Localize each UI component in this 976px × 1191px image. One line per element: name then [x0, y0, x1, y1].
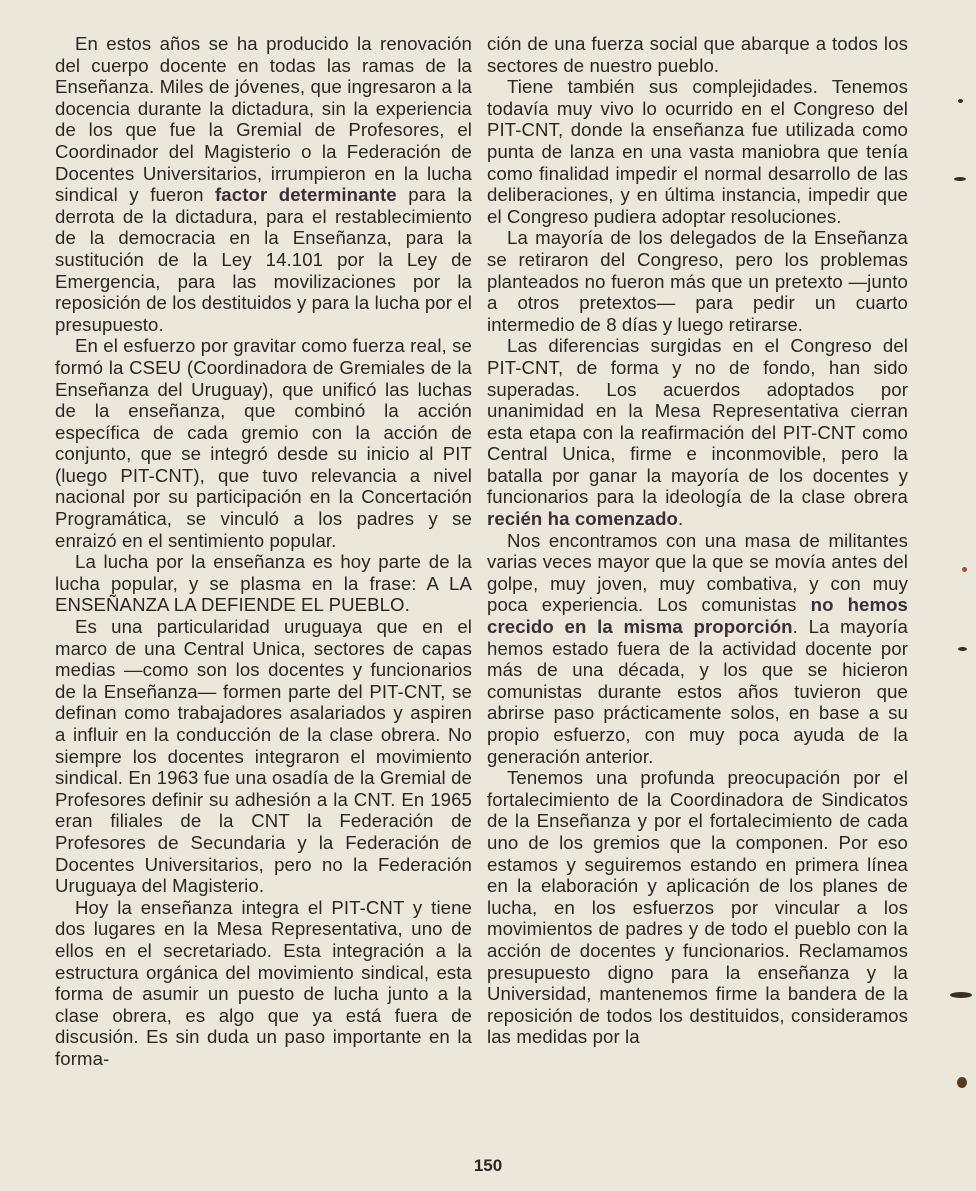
text-run: Hoy la enseñanza integra el PIT-CNT y tiene dos lugares en la Mesa Representativa, uno de ellos en el secretariado. Esta integración a la estructura orgánica del movimiento sindical, esta forma de asumir un puesto de lucha junto a la clase obrera, es algo que ya está fuera de discusión. Es sin duda un paso importante en la forma- — [55, 896, 472, 1069]
paragraph — [55, 616, 472, 897]
text-run: Es una particularidad uruguaya que en el marco de una Central Unica, sectores de capas medias —como son los docentes y funcionarios de la Enseñanza— formen parte del PIT-CNT, se definan como trabajadores asalariados y aspiren a influir en la conducción de la clase obrera. No siempre los docentes integraron el movimiento sindical. En 1963 fue una osadía de la Gremial de Profesores definir su adhesión a la CNT. En 1965 eran filiales de la CNT la Federación de Profesores de Secundaria y la Federación de Docentes Universitarios, pero no la Federación Uruguaya del Magisterio. — [55, 616, 472, 897]
paragraph — [487, 33, 908, 76]
ink-speck — [958, 647, 967, 651]
paragraph — [487, 76, 908, 227]
paragraph — [487, 227, 908, 335]
paragraph — [487, 530, 908, 768]
ink-speck — [954, 177, 966, 181]
page-number: 150 — [473, 1156, 503, 1175]
text-run: Tiene también sus complejidades. Tenemos todavía muy vivo lo ocurrido en el Congreso del PIT-CNT, donde la enseñanza fue utilizada como punta de lanza en una vasta maniobra que tenía como finalidad impedir el normal desarrollo de las deliberaciones, y en última instancia, impedir que el Congreso pudiera adoptar resoluciones. — [487, 76, 908, 227]
ink-speck — [950, 992, 972, 998]
paragraph — [55, 335, 472, 551]
right-column — [487, 33, 908, 1048]
text-run: Las diferencias surgidas en el Congreso del PIT-CNT, de forma y no de fondo, han sido superadas. Los acuerdos adoptados por unanimidad en la Mesa Representativa cierran esta etapa con la reafirmación del PIT-CNT como Central Unica, firme e inconmovible, pero la batalla por ganar la mayoría de los docentes y funcionarios para la ideología de la clase obrera — [487, 335, 908, 508]
text-run: La lucha por la enseñanza es hoy parte de la lucha popular, y se plasma en la frase: A LA ENSEÑANZA LA DEFIENDE EL PUEBLO. — [55, 551, 472, 616]
ink-speck — [962, 567, 967, 572]
emphasized-text: no hemos crecido en la misma proporción — [487, 594, 908, 638]
text-run: Tenemos una profunda preocupación por el fortalecimiento de la Coordinadora de Sindicatos de la Enseñanza y por el fortalecimiento de cada uno de los gremios que la componen. Por eso estamos y seguiremos estando en primera línea en la elaboración y aplicación de los planes de lucha, en los esfuerzos por vincular a los movimientos de padres y de todo el pueblo con la acción de docentes y funcionarios. Reclamamos presupuesto digno para la enseñanza y la Universidad, mantenemos firme la bandera de la reposición de todos los destituidos, consideramos las medidas por la — [487, 767, 908, 1048]
text-run: La mayoría de los delegados de la Enseñanza se retiraron del Congreso, pero los problemas planteados no fueron más que un pretexto —junto a otros pretextos— para pedir un cuarto intermedio de 8 días y luego retirarse. — [487, 227, 908, 335]
text-run: . La mayoría hemos estado fuera de la actividad docente por más de una década, y los que se hicieron comunistas durante estos años tuvieron que abrirse paso prácticamente solos, en base a su propio esfuerzo, con muy poca ayuda de la generación anterior. — [487, 616, 908, 767]
text-run: ción de una fuerza social que abarque a todos los sectores de nuestro pueblo. — [487, 33, 908, 76]
left-column — [55, 33, 472, 1070]
emphasized-text: recién ha comenzado — [487, 508, 678, 530]
text-run: En el esfuerzo por gravitar como fuerza real, se formó la CSEU (Coordinadora de Gremiales de la Enseñanza del Uruguay), que unificó las luchas de la enseñanza, que combinó la acción específica de cada gremio con la acción de conjunto, que se integró desde su inicio al PIT (luego PIT-CNT), que tuvo relevancia a nivel nacional por su participación en la Concertación Programática, se vinculó a los padres y se enraizó en el sentimiento popular. — [55, 335, 472, 551]
ink-speck — [958, 99, 963, 103]
text-run: En estos años se ha producido la renovación del cuerpo docente en todas las ramas de la Enseñanza. Miles de jóvenes, que ingresaron a la docencia durante la dictadura, sin la experiencia de los que fue la Gremial de Profesores, el Coordinador del Magisterio o la Federación de Docentes Universitarios, irrumpieron en la lucha sindical y fueron — [55, 33, 472, 206]
text-run: para la derrota de la dictadura, para el restablecimiento de la democracia en la Enseñanza, para la sustitución de la Ley 14.101 por la Ley de Emergencia, para las movilizaciones por la reposición de los destituidos y para la lucha por el presupuesto. — [55, 184, 473, 335]
text-run: Nos encontramos con una masa de militantes varias veces mayor que la que se movía antes del golpe, muy joven, muy combativa, y con muy poca experiencia. Los comunistas — [487, 529, 908, 616]
paragraph — [487, 767, 908, 1048]
paragraph — [487, 335, 908, 529]
paragraph — [55, 897, 472, 1070]
ink-speck — [957, 1077, 967, 1088]
paragraph — [55, 551, 472, 616]
text-run: . — [678, 508, 684, 530]
paragraph — [55, 33, 472, 335]
emphasized-text: factor determinante — [215, 184, 397, 206]
